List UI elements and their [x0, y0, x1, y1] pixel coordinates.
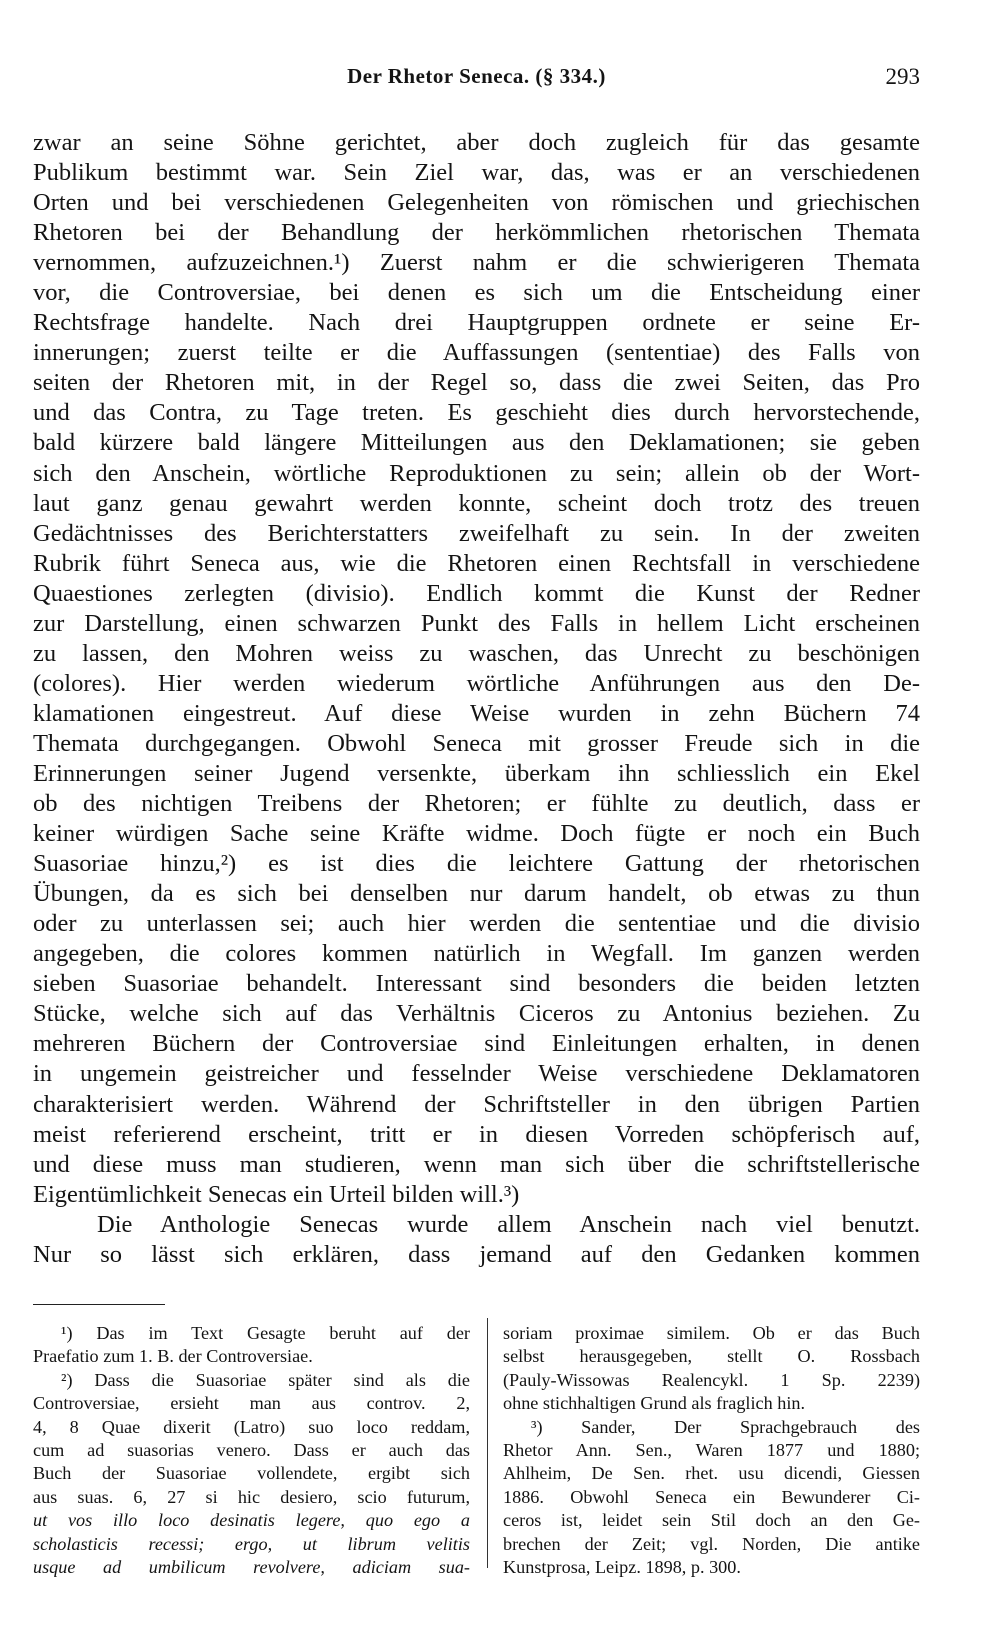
main-text [33, 128, 920, 1270]
text-line: laut ganz genau gewahrt werden konnte, scheint doch trotz des treuen [33, 489, 920, 517]
text-line: Suasoriae hinzu,²) es ist dies die leichtere Gattung der rhetorischen [33, 850, 920, 878]
text-line: Rhetoren bei der Behandlung der herkömmlichen rhetorischen Themata [33, 219, 920, 247]
footnote-line: ³) Sander, Der Sprachgebrauch des [531, 1416, 920, 1437]
text-line: und das Contra, zu Tage treten. Es geschieht dies durch hervorstechende, [33, 399, 920, 427]
text-line: Themata durchgegangen. Obwohl Seneca mit grosser Freude sich in die [33, 729, 920, 757]
text-line: Erinnerungen seiner Jugend versenkte, überkam ihn schliesslich ein Ekel [33, 759, 920, 787]
footnote-line: cum ad suasorias venero. Dass er auch das [33, 1439, 470, 1460]
text-line: sieben Suasoriae behandelt. Interessant sind besonders die beiden letzten [33, 970, 920, 998]
text-line: Rubrik führt Seneca aus, wie die Rhetoren einen Rechtsfall in verschiedene [33, 549, 920, 577]
text-line: (colores). Hier werden wiederum wörtliche Anführungen aus den De- [33, 669, 920, 697]
footnote-line: Buch der Suasoriae vollendete, ergibt sich [33, 1463, 470, 1484]
text-line: ob des nichtigen Treibens der Rhetoren; er fühlte zu deutlich, dass er [33, 790, 920, 818]
text-line: bald kürzere bald längere Mitteilungen aus den Deklamationen; sie geben [33, 429, 920, 457]
text-line: Stücke, welche sich auf das Verhältnis Ciceros zu Antonius beziehen. Zu [33, 1000, 920, 1028]
text-line: Gedächtnisses des Berichterstatters zweifelhaft zu sein. In der zweiten [33, 519, 920, 547]
text-line: charakterisiert werden. Während der Schriftsteller in den übrigen Partien [33, 1090, 920, 1118]
footnote-line: ut vos illo loco desinatis legere, quo ego a [33, 1510, 470, 1531]
text-line: zu lassen, den Mohren weiss zu waschen, das Unrecht zu beschönigen [33, 639, 920, 667]
text-line: oder zu unterlassen sei; auch hier werden die sententiae und die divisio [33, 910, 920, 938]
text-line: sich den Anschein, wörtliche Reproduktionen zu sein; allein ob der Wort- [33, 459, 920, 487]
text-line: keiner würdigen Sache seine Kräfte widme. Doch fügte er noch ein Buch [33, 820, 920, 848]
footnote-line: scholasticis recessi; ergo, ut librum velitis [33, 1533, 470, 1554]
footnote-line: Praefatio zum 1. B. der Controversiae. [33, 1346, 313, 1367]
footnote-line: brechen der Zeit; vgl. Norden, Die antike [503, 1533, 920, 1554]
text-line: Quaestiones zerlegten (divisio). Endlich kommt die Kunst der Redner [33, 579, 920, 607]
text-line: angegeben, die colores kommen natürlich in Wegfall. Im ganzen werden [33, 940, 920, 968]
page-number: 293 [885, 64, 920, 89]
text-line: klamationen eingestreut. Auf diese Weise wurden in zehn Büchern 74 [33, 699, 920, 727]
footnote-line: selbst herausgegeben, stellt O. Rossbach [503, 1346, 920, 1367]
text-line: Die Anthologie Senecas wurde allem Anschein nach viel benutzt. [97, 1210, 920, 1238]
footnote-line: (Pauly-Wissowas Realencykl. 1 Sp. 2239) [503, 1369, 920, 1390]
text-line: in ungemein geistreicher und fesselnder Weise verschiedene Deklamatoren [33, 1060, 920, 1088]
text-line: seiten der Rhetoren mit, in der Regel so, dass die zwei Seiten, das Pro [33, 369, 920, 397]
text-line: Rechtsfrage handelte. Nach drei Hauptgruppen ordnete er seine Er- [33, 309, 920, 337]
footnote-line: 4, 8 Quae dixerit (Latro) suo loco reddam, [33, 1416, 470, 1437]
text-line: Orten und bei verschiedenen Gelegenheiten von römischen und griechischen [33, 189, 920, 217]
footnote-rule [33, 1304, 165, 1305]
footnote-line: usque ad umbilicum revolvere, adiciam sua- [33, 1556, 470, 1577]
text-line: meist referierend erscheint, tritt er in diesen Vorreden schöpferisch auf, [33, 1120, 920, 1148]
text-line: und diese muss man studieren, wenn man sich über die schriftstellerische [33, 1150, 920, 1178]
footnotes-right-column [503, 1322, 920, 1579]
footnote-line: Controversiae, ersieht man aus controv. 2, [33, 1393, 470, 1414]
text-line: vor, die Controversiae, bei denen es sich um die Entscheidung einer [33, 279, 920, 307]
footnote-line: 1886. Obwohl Seneca ein Bewunderer Ci- [503, 1486, 920, 1507]
footnote-line: ¹) Das im Text Gesagte beruht auf der [61, 1323, 470, 1343]
running-title: Der Rhetor Seneca. (§ 334.) [347, 64, 606, 88]
footnote-line: ²) Dass die Suasoriae später sind als die [61, 1369, 470, 1390]
footnote-column-divider [487, 1318, 488, 1568]
footnote-line: Kunstprosa, Leipz. 1898, p. 300. [503, 1556, 741, 1577]
footnote-line: soriam proximae similem. Ob er das Buch [503, 1323, 920, 1343]
text-line: Übungen, da es sich bei denselben nur darum handelt, ob etwas zu thun [33, 880, 920, 908]
footnote-line: Rhetor Ann. Sen., Waren 1877 und 1880; [503, 1439, 920, 1460]
footnote-line: ohne stichhaltigen Grund als fraglich hin. [503, 1393, 806, 1414]
text-line: Nur so lässt sich erklären, dass jemand auf den Gedanken kommen [33, 1240, 920, 1268]
text-line: zwar an seine Söhne gerichtet, aber doch zugleich für das gesamte [33, 129, 920, 156]
text-line: zur Darstellung, einen schwarzen Punkt des Falls in hellem Licht erscheinen [33, 609, 920, 637]
text-line: innerungen; zuerst teilte er die Auffassungen (sententiae) des Falls von [33, 339, 920, 367]
footnote-line: Ahlheim, De Sen. rhet. usu dicendi, Giessen [503, 1463, 920, 1484]
text-line: mehreren Büchern der Controversiae sind Einleitungen erhalten, in denen [33, 1030, 920, 1058]
text-line: Publikum bestimmt war. Sein Ziel war, das, was er an verschiedenen [33, 159, 920, 187]
footnote-line: aus suas. 6, 27 si hic desiero, scio futurum, [33, 1486, 470, 1507]
running-head [33, 64, 920, 94]
text-line: vernommen, aufzuzeichnen.¹) Zuerst nahm er die schwierigeren Themata [33, 249, 920, 277]
footnotes-left-column [33, 1322, 470, 1579]
text-line: Eigentümlichkeit Senecas ein Urteil bilden will.³) [33, 1180, 520, 1208]
footnote-line: ceros ist, leidet sein Stil doch an den Ge- [503, 1510, 920, 1531]
